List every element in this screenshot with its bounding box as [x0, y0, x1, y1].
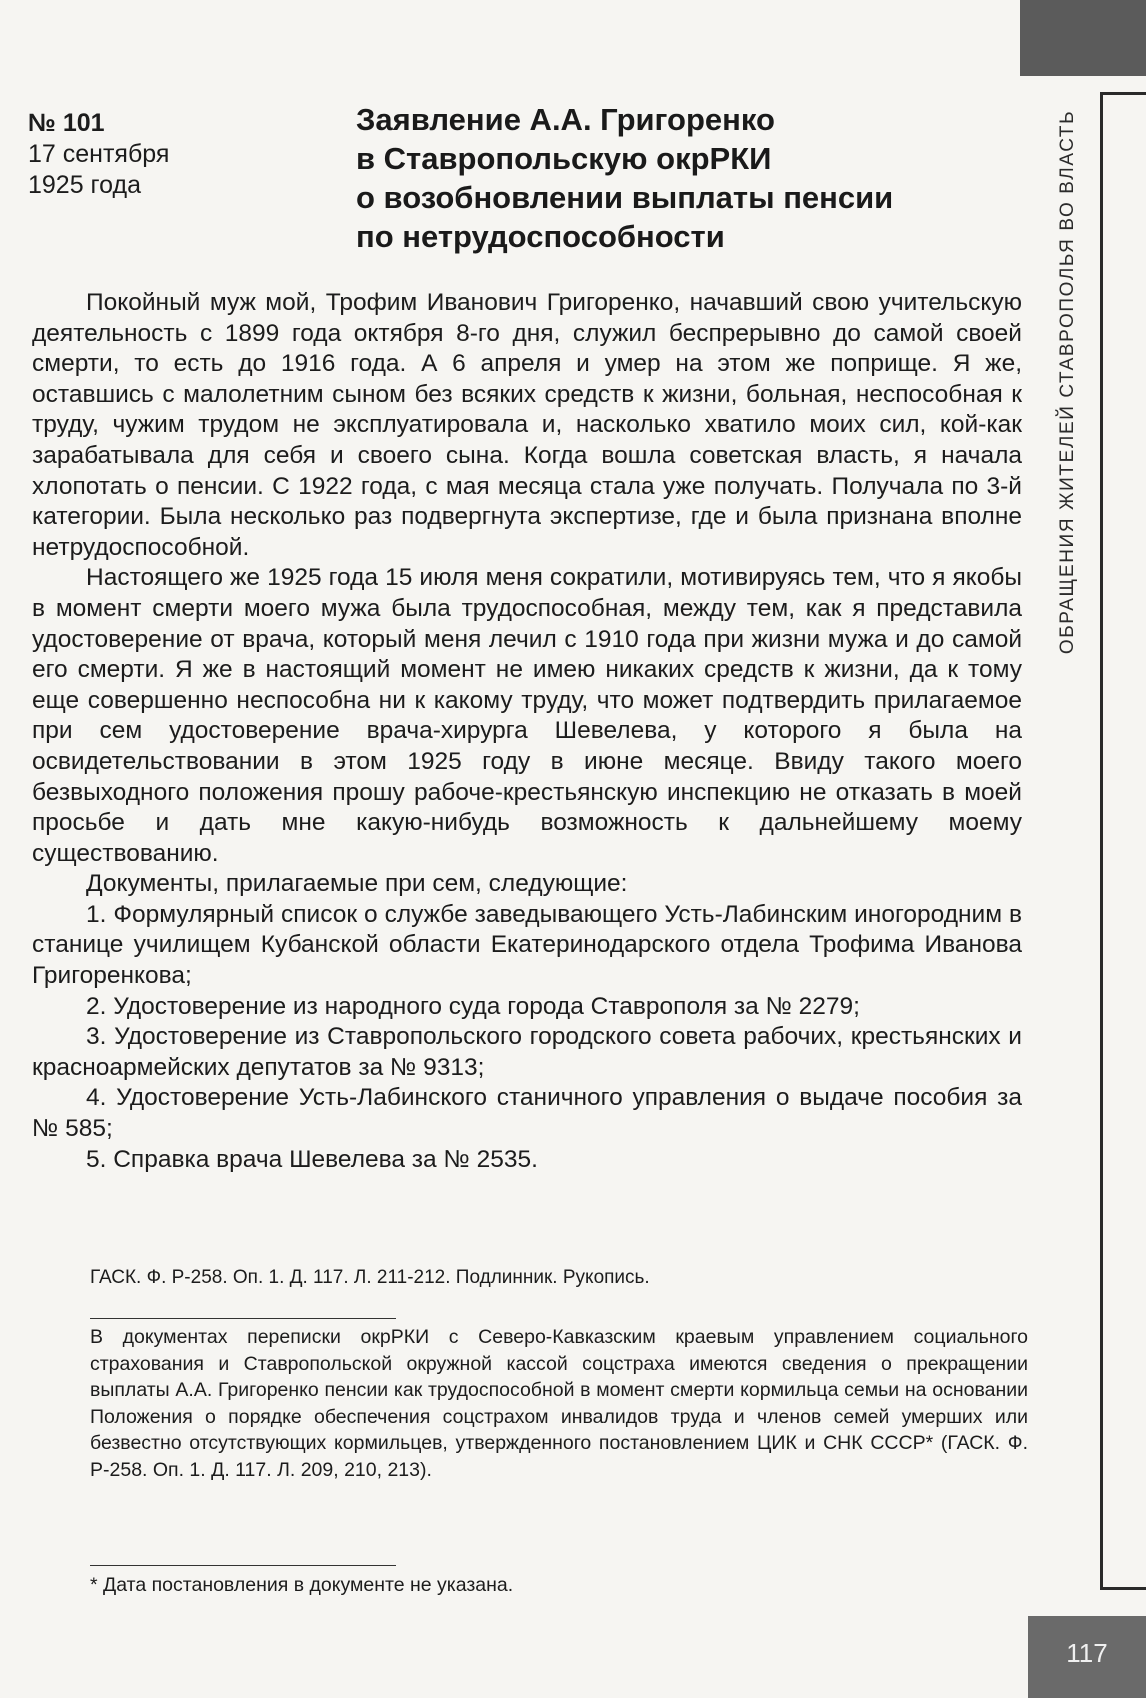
frame-bottom-edge	[1100, 1587, 1146, 1590]
body-paragraph: Настоящего же 1925 года 15 июля меня сократили, мотивируясь тем, что я якобы в момент смерти моего мужа была трудоспособная, между тем, как я представила удостоверение от врача, который меня лечил с 1910 года при жизни мужа и до самой его смерти. Я же в настоящий момент не имею никаких средств к жизни, да к тому еще совершенно неспособна ни к какому труду, что может подтвердить прилагаемое при сем удостоверение врача-хирурга Шевелева, у которого я была на освидетельствовании в этом 1925 году в июне месяце. Ввиду такого моего безвыходного положения прошу рабоче-крестьянскую инспекцию не отказать в моей просьбе и дать мне какую-нибудь возможность к дальнейшему моему существованию.	[32, 564, 1022, 867]
title-line: Заявление А.А. Григоренко	[356, 102, 775, 137]
section-side-label	[1048, 92, 1088, 672]
archive-source: ГАСК. Ф. Р-258. Оп. 1. Д. 117. Л. 211-212. Подлинник. Рукопись.	[90, 1267, 650, 1288]
document-number: № 101	[28, 109, 105, 137]
frame-top-edge	[1100, 92, 1146, 95]
footnote: * Дата постановления в документе не указана.	[90, 1574, 514, 1596]
title-line: по нетрудоспособности	[356, 219, 725, 254]
title-line: в Ставропольскую окрРКИ	[356, 141, 772, 176]
document-title	[356, 100, 1036, 256]
frame-side-line	[1100, 92, 1103, 1590]
body-paragraph: Покойный муж мой, Трофим Иванович Григоренко, начавший свою учительскую деятельность с 1899 года октября 8-го дня, служил беспрерывно до самой своей смерти, то есть до 1916 года. А 6 апреля и умер на этом же поприще. Я же, оставшись с малолетним сыном без всяких средств к жизни, больная, неспособная к труду, чужим трудом не эксплуатировала и, насколько хватило моих сил, кой-как зарабатывала для себя и своего сына. Когда вошла советская власть, я начала хлопотать о пенсии. С 1922 года, с мая месяца стала уже получать. Получала по 3-й категории. Была несколько раз подвергнута экспертизе, где и была признана вполне нетрудоспособной.	[32, 289, 1022, 561]
title-line: о возобновлении выплаты пенсии	[356, 180, 894, 215]
page-number-block	[1028, 1616, 1146, 1698]
document-body	[32, 288, 1022, 1175]
corner-block-top	[1020, 0, 1146, 76]
attached-document-item: 2. Удостоверение из народного суда города Ставрополя за № 2279;	[86, 992, 860, 1020]
attached-document-item: 4. Удостоверение Усть-Лабинского станичного управления о выдаче пособия за № 585;	[32, 1084, 1022, 1143]
page-number: 117	[1066, 1638, 1108, 1668]
section-side-label-text: ОБРАЩЕНИЯ ЖИТЕЛЕЙ СТАВРОПОЛЬЯ ВО ВЛАСТЬ	[1057, 109, 1078, 655]
document-meta	[28, 108, 328, 201]
footnote-divider	[90, 1565, 396, 1566]
editorial-note: В документах переписки окрРКИ с Северо-Кавказским краевым управлением социального страхования и Ставропольской окружной кассой соцстраха имеются сведения о прекращении выплаты А.А. Григоренко пенсии как трудоспособной в момент смерти кормильца семьи на основании Положения о порядке обеспечения соцстрахом инвалидов труда и членов семей умерших или безвестно отсутствующих кормильцев, утвержденного постановлением ЦИК и СНК СССР* (ГАСК. Ф. Р-258. Оп. 1. Д. 117. Л. 209, 210, 213).	[90, 1326, 1028, 1481]
document-date-year: 1925 года	[28, 171, 141, 199]
note-divider	[90, 1318, 396, 1319]
attached-documents-list	[32, 900, 1022, 1175]
attached-document-item: 3. Удостоверение из Ставропольского городского совета рабочих, крестьянских и красноармейских депутатов за № 9313;	[32, 1023, 1022, 1081]
document-date-day: 17 сентября	[28, 140, 170, 168]
attached-document-item: 5. Справка врача Шевелева за № 2535.	[86, 1145, 538, 1173]
attached-document-item: 1. Формулярный список о службе заведывающего Усть-Лабинским иногородним в станице училищем Кубанской области Екатеринодарского отдела Трофима Иванова Григоренкова;	[32, 900, 1022, 990]
body-paragraph: Документы, прилагаемые при сем, следующие:	[86, 870, 628, 898]
